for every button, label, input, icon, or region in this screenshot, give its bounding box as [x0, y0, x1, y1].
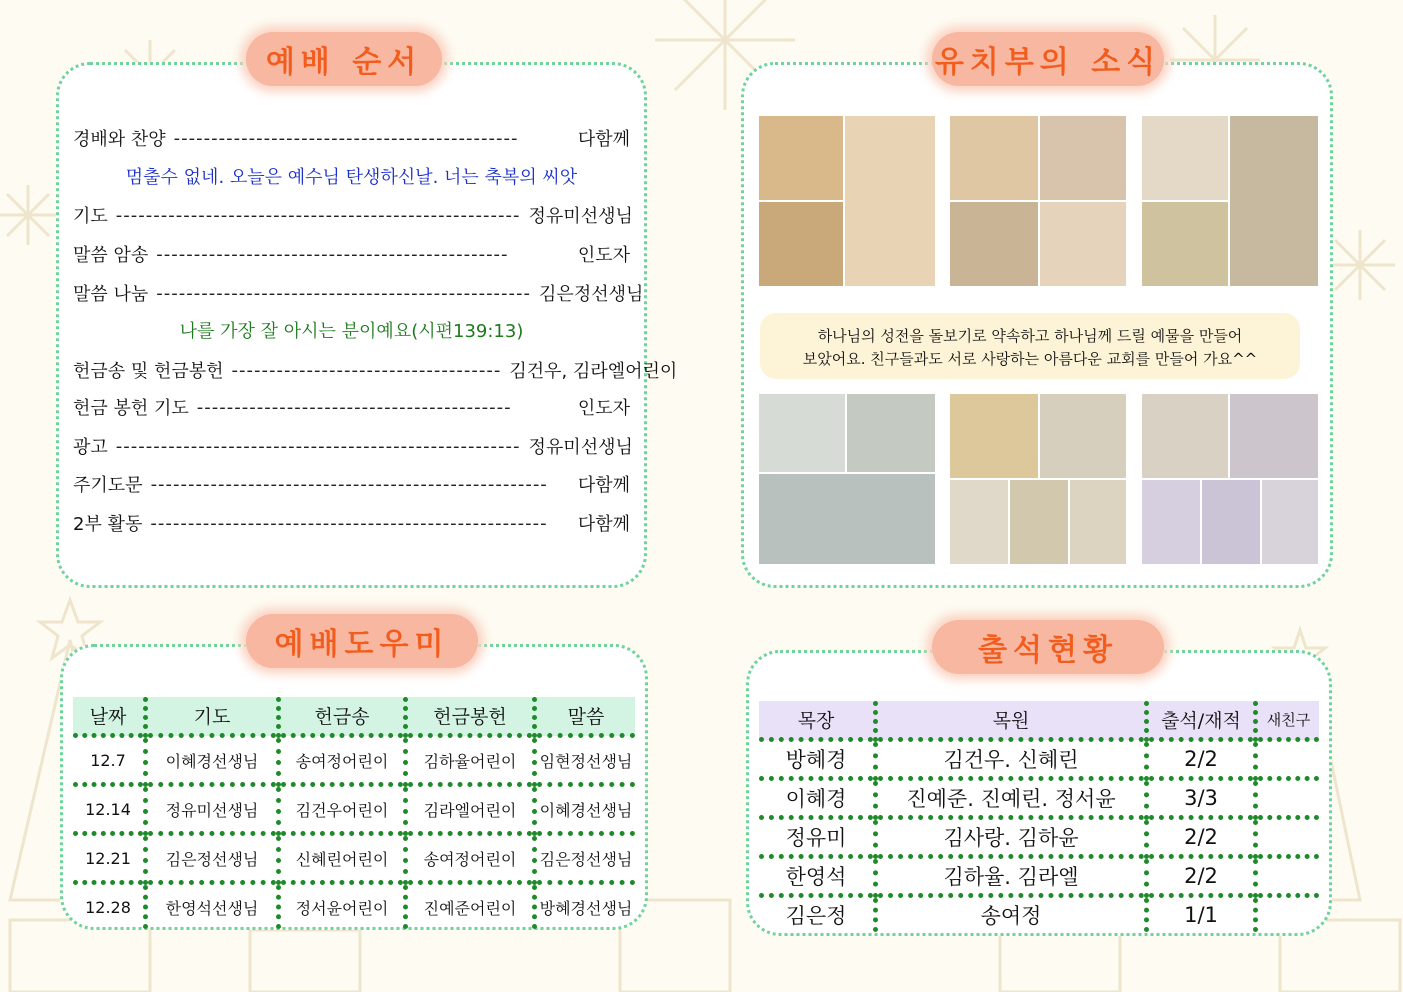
- worship-order-list: [59, 65, 678, 585]
- table-cell: 진예준. 진예린. 정서윤: [876, 779, 1147, 818]
- table-row: [73, 736, 635, 785]
- table-cell: 이혜경: [759, 779, 876, 818]
- order-item-name: 주기도문: [73, 475, 143, 496]
- table-cell: 방혜경선생님: [535, 883, 636, 930]
- news-title: 유치부의 소식: [932, 32, 1164, 86]
- table-cell: 2/2: [1147, 740, 1256, 779]
- table-cell: 김사랑. 김하윤: [876, 818, 1147, 857]
- table-cell: 12.28: [73, 883, 146, 930]
- photo-collage: [758, 115, 936, 287]
- table-row: [759, 857, 1319, 896]
- table-cell: [1256, 857, 1320, 896]
- helpers-panel: [60, 644, 648, 930]
- table-header: 목장: [759, 701, 876, 740]
- table-cell: 임현정선생님: [535, 736, 636, 785]
- worship-order-title: 예배 순서: [246, 32, 442, 86]
- news-panel: [741, 62, 1333, 588]
- table-header-row: [73, 697, 635, 736]
- dotted-leader: --------------------------------------------------: [156, 282, 532, 304]
- table-cell: 송여정: [876, 896, 1147, 933]
- attendance-panel: [746, 650, 1332, 936]
- attendance-title: 출석현황: [932, 620, 1164, 674]
- table-cell: 한영석: [759, 857, 876, 896]
- order-item-name: 기도: [73, 206, 108, 227]
- table-cell: 12.21: [73, 834, 146, 883]
- table-row: [759, 779, 1319, 818]
- table-row: [759, 818, 1319, 857]
- gift-box-icon: [250, 930, 360, 992]
- table-cell: 2/2: [1147, 818, 1256, 857]
- helpers-table: [73, 697, 635, 929]
- table-cell: 송여정어린이: [406, 834, 535, 883]
- table-row: [73, 883, 635, 930]
- table-header: 출석/재적: [1147, 701, 1256, 740]
- table-header: 새친구: [1256, 701, 1320, 740]
- dotted-leader: ----------------------------------------------: [173, 127, 519, 149]
- dotted-leader: ------------------------------------: [231, 359, 502, 381]
- table-header: 말씀: [535, 697, 636, 736]
- photo-collage: [949, 393, 1127, 565]
- table-header-row: [759, 701, 1319, 740]
- order-row: [73, 239, 630, 269]
- order-item-name: 경배와 찬양: [73, 129, 166, 150]
- order-item-leader: 인도자: [577, 245, 630, 266]
- table-header: 헌금송: [279, 697, 406, 736]
- table-cell: 김은정: [759, 896, 876, 933]
- order-row: [73, 469, 630, 499]
- dotted-leader: -----------------------------------------------: [156, 243, 509, 265]
- table-cell: 김건우. 신혜린: [876, 740, 1147, 779]
- table-cell: 김라엘어린이: [406, 785, 535, 834]
- table-cell: 3/3: [1147, 779, 1256, 818]
- order-row: [73, 431, 633, 461]
- table-row: [759, 740, 1319, 779]
- memory-verse: 나를 가장 잘 아시는 분이예요(시편139:13): [179, 321, 524, 342]
- photo-collage: [1141, 393, 1319, 565]
- gift-box-icon: [1000, 930, 1120, 992]
- attendance-table: [759, 701, 1319, 932]
- table-cell: 12.7: [73, 736, 146, 785]
- table-cell: 김은정선생님: [535, 834, 636, 883]
- order-item-name: 말씀 암송: [73, 245, 149, 266]
- table-cell: 정유미선생님: [146, 785, 279, 834]
- dotted-leader: ------------------------------------------------------: [115, 204, 521, 226]
- order-item-leader: 다함께: [577, 475, 630, 496]
- helpers-title: 예배도우미: [246, 614, 478, 668]
- gift-box-icon: [10, 920, 150, 992]
- table-header: 목원: [876, 701, 1147, 740]
- table-header: 날짜: [73, 697, 146, 736]
- table-cell: [1256, 740, 1320, 779]
- news-notice: [760, 313, 1300, 379]
- dotted-leader: ------------------------------------------: [196, 396, 512, 418]
- notice-line: 보았어요. 친구들과도 서로 사랑하는 아름다운 교회를 만들어 가요^^: [802, 350, 1258, 368]
- table-cell: 김하율. 김라엘: [876, 857, 1147, 896]
- snowflake-icon: [0, 185, 58, 245]
- notice-line: 하나님의 성전을 돌보기로 약속하고 하나님께 드릴 예물을 만들어: [817, 327, 1243, 345]
- order-item-name: 말씀 나눔: [73, 284, 149, 305]
- table-cell: 한영석선생님: [146, 883, 279, 930]
- table-cell: 송여정어린이: [279, 736, 406, 785]
- order-item-leader: 다함께: [577, 514, 630, 535]
- order-row: [73, 278, 644, 308]
- table-cell: 12.14: [73, 785, 146, 834]
- snowflake-icon: [1325, 230, 1395, 300]
- photo-collage: [758, 393, 936, 565]
- table-row: [759, 896, 1319, 933]
- table-cell: 진예준어린이: [406, 883, 535, 930]
- order-item-name: 2부 활동: [73, 514, 143, 535]
- order-item-leader: 정유미선생님: [528, 206, 633, 227]
- table-cell: 이혜경선생님: [146, 736, 279, 785]
- order-row: [73, 508, 630, 538]
- order-item-name: 광고: [73, 437, 108, 458]
- dotted-leader: ------------------------------------------------------: [115, 435, 521, 457]
- order-item-leader: 김건우, 김라엘어린이: [509, 361, 678, 382]
- photo-collage: [1141, 115, 1319, 287]
- order-row: [73, 123, 630, 153]
- order-row: [73, 200, 633, 230]
- table-header: 헌금봉헌: [406, 697, 535, 736]
- table-row: [73, 785, 635, 834]
- table-cell: 정유미: [759, 818, 876, 857]
- table-cell: 1/1: [1147, 896, 1256, 933]
- song-lyric: 멈출수 없네. 오늘은 예수님 탄생하신날. 너는 축복의 씨앗: [125, 167, 578, 188]
- table-cell: 이혜경선생님: [535, 785, 636, 834]
- order-item-name: 헌금 봉헌 기도: [73, 398, 189, 419]
- order-row: [73, 392, 630, 422]
- table-cell: [1256, 896, 1320, 933]
- order-item-leader: 인도자: [577, 398, 630, 419]
- table-cell: 2/2: [1147, 857, 1256, 896]
- dotted-leader: -----------------------------------------------------: [150, 512, 548, 534]
- table-cell: 방혜경: [759, 740, 876, 779]
- table-row: [73, 834, 635, 883]
- order-item-leader: 정유미선생님: [528, 437, 633, 458]
- table-cell: 신혜린어린이: [279, 834, 406, 883]
- table-cell: 김건우어린이: [279, 785, 406, 834]
- dotted-leader: -----------------------------------------------------: [150, 473, 548, 495]
- photo-collage: [949, 115, 1127, 287]
- order-item-leader: 다함께: [577, 129, 630, 150]
- order-item-leader: 김은정선생님: [539, 284, 644, 305]
- order-item-name: 헌금송 및 헌금봉헌: [73, 361, 224, 382]
- order-row: [73, 355, 678, 385]
- table-cell: 정서윤어린이: [279, 883, 406, 930]
- table-cell: [1256, 818, 1320, 857]
- worship-order-panel: [56, 62, 678, 588]
- table-header: 기도: [146, 697, 279, 736]
- table-cell: 김은정선생님: [146, 834, 279, 883]
- table-cell: [1256, 779, 1320, 818]
- table-cell: 김하율어린이: [406, 736, 535, 785]
